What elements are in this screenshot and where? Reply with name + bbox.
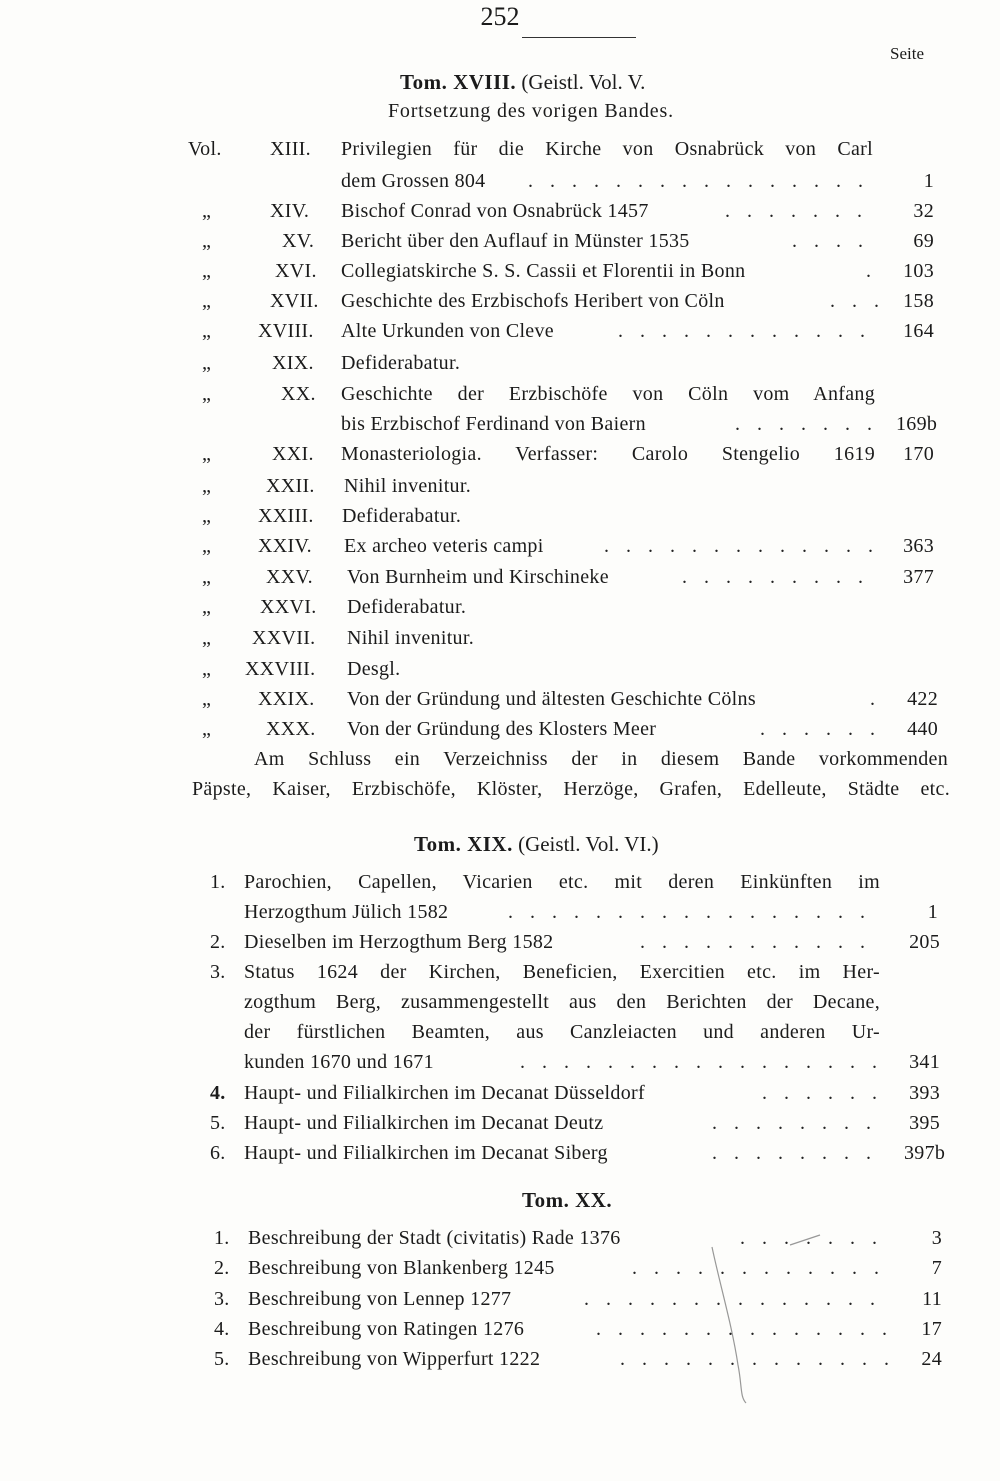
ditto-mark: „ [202, 535, 212, 557]
entry-number: 3. [210, 961, 226, 983]
entry-number: XXV. [266, 566, 313, 588]
entry-page: 11 [922, 1288, 942, 1310]
entry-title: Monasteriologia. Verfasser: Carolo Stengelio 1619 [341, 443, 875, 465]
entry-number: XXIV. [258, 535, 312, 557]
vol-label: Vol. [188, 138, 222, 160]
tom19-title: Tom. XIX. [414, 832, 513, 856]
entry-page: 169b [896, 413, 938, 435]
entry-title: Beschreibung von Blankenberg 1245 [248, 1257, 555, 1279]
entry-number: XIII. [270, 138, 311, 160]
ditto-mark: „ [202, 658, 212, 680]
entry-number: 5. [214, 1348, 230, 1370]
tom18-heading [400, 70, 645, 95]
entry-number: 4. [210, 1082, 226, 1104]
entry-page: 1 [923, 170, 934, 192]
entry-number: 1. [210, 871, 226, 893]
entry-number: XVII. [270, 290, 319, 312]
ditto-mark: „ [202, 475, 212, 497]
entry-title: Bericht über den Auflauf in Münster 1535 [341, 230, 690, 252]
tom20-heading [522, 1188, 612, 1213]
entry-number: XX. [281, 383, 316, 405]
entry-title: Haupt- und Filialkirchen im Decanat Siberg [244, 1142, 608, 1164]
tom18-continuation: Fortsetzung des vorigen Bandes. [388, 100, 674, 122]
dot-leader [520, 1051, 880, 1074]
dot-leader [712, 1112, 880, 1135]
entry-page: 32 [913, 200, 934, 222]
ditto-mark: „ [202, 200, 212, 222]
pencil-mark [700, 1225, 830, 1405]
entry-page: 24 [921, 1348, 942, 1370]
entry-title: Defiderabatur. [347, 596, 467, 618]
ditto-mark: „ [202, 718, 212, 740]
ditto-mark: „ [202, 290, 212, 312]
dot-leader [735, 413, 880, 436]
entry-page: 69 [913, 230, 934, 252]
entry-number: XXI. [272, 443, 314, 465]
entry-title: Von der Gründung und ältesten Geschichte Cölns [347, 688, 756, 710]
entry-title: Beschreibung von Wipperfurt 1222 [248, 1348, 541, 1370]
entry-title: Dieselben im Herzogthum Berg 1582 [244, 931, 554, 953]
entry-number: XVIII. [258, 320, 314, 342]
entry-title-cont: bis Erzbischof Ferdinand von Baiern [341, 413, 646, 435]
dot-leader [712, 1142, 880, 1165]
entry-number: XV. [282, 230, 315, 252]
dot-leader [618, 320, 880, 343]
entry-title-cont: kunden 1670 und 1671 [244, 1051, 434, 1073]
header-rule [522, 37, 636, 38]
entry-number: 1. [214, 1227, 230, 1249]
entry-page: 103 [903, 260, 934, 282]
entry-page: 164 [903, 320, 934, 342]
entry-title: Haupt- und Filialkirchen im Decanat Deutz [244, 1112, 604, 1134]
entry-number: 2. [214, 1257, 230, 1279]
entry-page: 393 [909, 1082, 940, 1104]
entry-number: XXVIII. [245, 658, 316, 680]
entry-title: Von Burnheim und Kirschineke [347, 566, 609, 588]
entry-page: 158 [903, 290, 934, 312]
entry-number: 3. [214, 1288, 230, 1310]
entry-title: Bischof Conrad von Osnabrück 1457 [341, 200, 649, 222]
tom20-title: Tom. XX. [522, 1188, 613, 1212]
dot-leader [725, 200, 880, 223]
entry-number: 2. [210, 931, 226, 953]
tom19-subtitle: (Geistl. Vol. VI.) [518, 832, 659, 856]
entry-page: 1 [927, 901, 938, 923]
entry-title-cont: zogthum Berg, zusammengestellt aus den Berichten der Decane, [244, 991, 880, 1013]
entry-title-cont: der fürstlichen Beamten, aus Canzleiacten und anderen Ur- [244, 1021, 880, 1043]
entry-page: 397b [904, 1142, 946, 1164]
entry-title: Nihil invenitur. [347, 627, 475, 649]
entry-number: XXII. [266, 475, 315, 497]
ditto-mark: „ [202, 230, 212, 252]
entry-title: Geschichte der Erzbischöfe von Cöln vom Anfang [341, 383, 875, 405]
tom19-heading [414, 832, 659, 857]
tom18-note-line2: Päpste, Kaiser, Erzbischöfe, Klöster, Herzöge, Grafen, Edelleute, Städte etc. [192, 778, 950, 800]
entry-title: Von der Gründung des Klosters Meer [347, 718, 657, 740]
entry-title: Beschreibung von Ratingen 1276 [248, 1318, 525, 1340]
entry-page: 205 [909, 931, 940, 953]
entry-number: XXVII. [252, 627, 316, 649]
entry-number: XXIII. [258, 505, 314, 527]
entry-title: Ex archeo veteris campi [344, 535, 544, 557]
tom18-subtitle: (Geistl. Vol. V. [521, 70, 646, 94]
entry-number: XIV. [270, 200, 310, 222]
entry-number: 4. [214, 1318, 230, 1340]
entry-page: 422 [907, 688, 938, 710]
ditto-mark: „ [202, 260, 212, 282]
entry-title: Defiderabatur. [341, 352, 461, 374]
entry-number: XVI. [275, 260, 317, 282]
entry-number: XXVI. [260, 596, 317, 618]
entry-title: Alte Urkunden von Cleve [341, 320, 554, 342]
dot-leader [640, 931, 880, 954]
ditto-mark: „ [202, 320, 212, 342]
entry-number: XIX. [272, 352, 314, 374]
entry-page: 3 [931, 1227, 942, 1249]
ditto-mark: „ [202, 566, 212, 588]
ditto-mark: „ [202, 505, 212, 527]
dot-leader [604, 535, 880, 558]
ditto-mark: „ [202, 596, 212, 618]
dot-leader [760, 718, 880, 741]
entry-title: Nihil invenitur. [344, 475, 472, 497]
entry-title: Parochien, Capellen, Vicarien etc. mit deren Einkünften im [244, 871, 880, 893]
entry-title: Privilegien für die Kirche von Osnabrück von Carl [341, 138, 873, 160]
dot-leader [508, 901, 880, 924]
entry-title-cont: Herzogthum Jülich 1582 [244, 901, 449, 923]
entry-page: 341 [909, 1051, 940, 1073]
entry-number: XXX. [266, 718, 316, 740]
entry-title: Haupt- und Filialkirchen im Decanat Düsseldorf [244, 1082, 645, 1104]
entry-number: XXIX. [258, 688, 315, 710]
entry-number: 5. [210, 1112, 226, 1134]
entry-title: Status 1624 der Kirchen, Beneficien, Exercitien etc. im Her- [244, 961, 880, 983]
tom18-title: Tom. XVIII. [400, 70, 517, 94]
seite-label: Seite [890, 44, 924, 63]
ditto-mark: „ [202, 627, 212, 649]
dot-leader [528, 170, 878, 193]
entry-title-cont: dem Grossen 804 [341, 170, 486, 192]
ditto-mark: „ [202, 383, 212, 405]
entry-number: 6. [210, 1142, 226, 1164]
entry-page: 170 [903, 443, 934, 465]
entry-page: 17 [921, 1318, 942, 1340]
entry-title: Defiderabatur. [342, 505, 462, 527]
dot-leader [792, 230, 880, 253]
entry-page: 363 [903, 535, 934, 557]
entry-page: 7 [931, 1257, 942, 1279]
entry-title: Collegiatskirche S. S. Cassii et Florentii in Bonn [341, 260, 746, 282]
dot-leader [762, 1082, 880, 1105]
ditto-mark: „ [202, 443, 212, 465]
entry-page: 440 [907, 718, 938, 740]
entry-title: Beschreibung von Lennep 1277 [248, 1288, 512, 1310]
dot-leader [866, 260, 880, 283]
page-number: 252 [480, 2, 520, 31]
entry-title: Beschreibung der Stadt (civitatis) Rade 1376 [248, 1227, 621, 1249]
entry-page: 377 [903, 566, 934, 588]
entry-page: 395 [909, 1112, 940, 1134]
dot-leader [830, 290, 880, 313]
dot-leader [682, 566, 880, 589]
ditto-mark: „ [202, 688, 212, 710]
entry-title: Geschichte des Erzbischofs Heribert von Cöln [341, 290, 725, 312]
entry-title: Desgl. [347, 658, 401, 680]
tom18-note-line1: Am Schluss ein Verzeichniss der in diesem Bande vorkommenden [254, 748, 948, 770]
ditto-mark: „ [202, 352, 212, 374]
